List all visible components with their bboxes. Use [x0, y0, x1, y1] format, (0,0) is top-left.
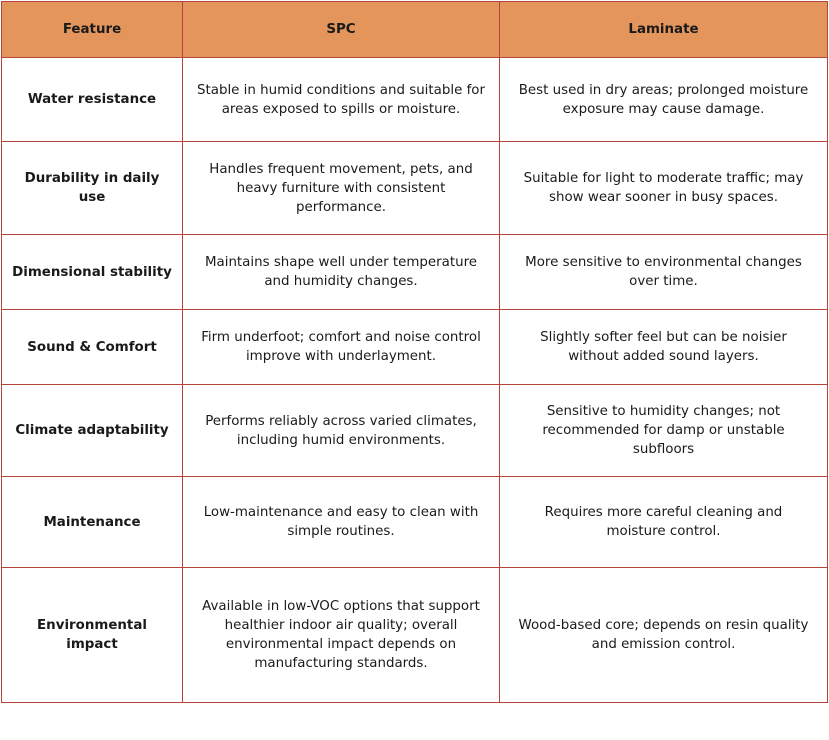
- spc-cell: Performs reliably across varied climates, including humid environments.: [183, 385, 500, 477]
- spc-cell: Available in low-VOC options that support healthier indoor air quality; overall environmental impact depends on manufacturing standards.: [183, 568, 500, 703]
- table-row: [2, 142, 828, 235]
- laminate-cell: Best used in dry areas; prolonged moisture exposure may cause damage.: [500, 58, 828, 142]
- table-header: [2, 2, 828, 58]
- feature-cell: Environmental impact: [2, 568, 183, 703]
- feature-cell: Maintenance: [2, 477, 183, 568]
- table-body: [2, 58, 828, 703]
- table-row: [2, 310, 828, 385]
- header-feature: Feature: [2, 2, 183, 58]
- table-row: [2, 477, 828, 568]
- feature-cell: Climate adaptability: [2, 385, 183, 477]
- laminate-cell: Sensitive to humidity changes; not recommended for damp or unstable subfloors: [500, 385, 828, 477]
- header-laminate: Laminate: [500, 2, 828, 58]
- laminate-cell: Suitable for light to moderate traffic; may show wear sooner in busy spaces.: [500, 142, 828, 235]
- feature-cell: Dimensional stability: [2, 235, 183, 310]
- spc-cell: Handles frequent movement, pets, and heavy furniture with consistent performance.: [183, 142, 500, 235]
- header-spc: SPC: [183, 2, 500, 58]
- feature-cell: Durability in daily use: [2, 142, 183, 235]
- table-row: [2, 58, 828, 142]
- spc-cell: Stable in humid conditions and suitable for areas exposed to spills or moisture.: [183, 58, 500, 142]
- table-row: [2, 568, 828, 703]
- laminate-cell: Requires more careful cleaning and moisture control.: [500, 477, 828, 568]
- laminate-cell: Slightly softer feel but can be noisier without added sound layers.: [500, 310, 828, 385]
- laminate-cell: Wood-based core; depends on resin quality and emission control.: [500, 568, 828, 703]
- comparison-table: [1, 1, 828, 703]
- laminate-cell: More sensitive to environmental changes over time.: [500, 235, 828, 310]
- spc-cell: Firm underfoot; comfort and noise control improve with underlayment.: [183, 310, 500, 385]
- feature-cell: Water resistance: [2, 58, 183, 142]
- spc-cell: Maintains shape well under temperature and humidity changes.: [183, 235, 500, 310]
- table-row: [2, 385, 828, 477]
- table-row: [2, 235, 828, 310]
- spc-cell: Low-maintenance and easy to clean with simple routines.: [183, 477, 500, 568]
- header-row: [2, 2, 828, 58]
- feature-cell: Sound & Comfort: [2, 310, 183, 385]
